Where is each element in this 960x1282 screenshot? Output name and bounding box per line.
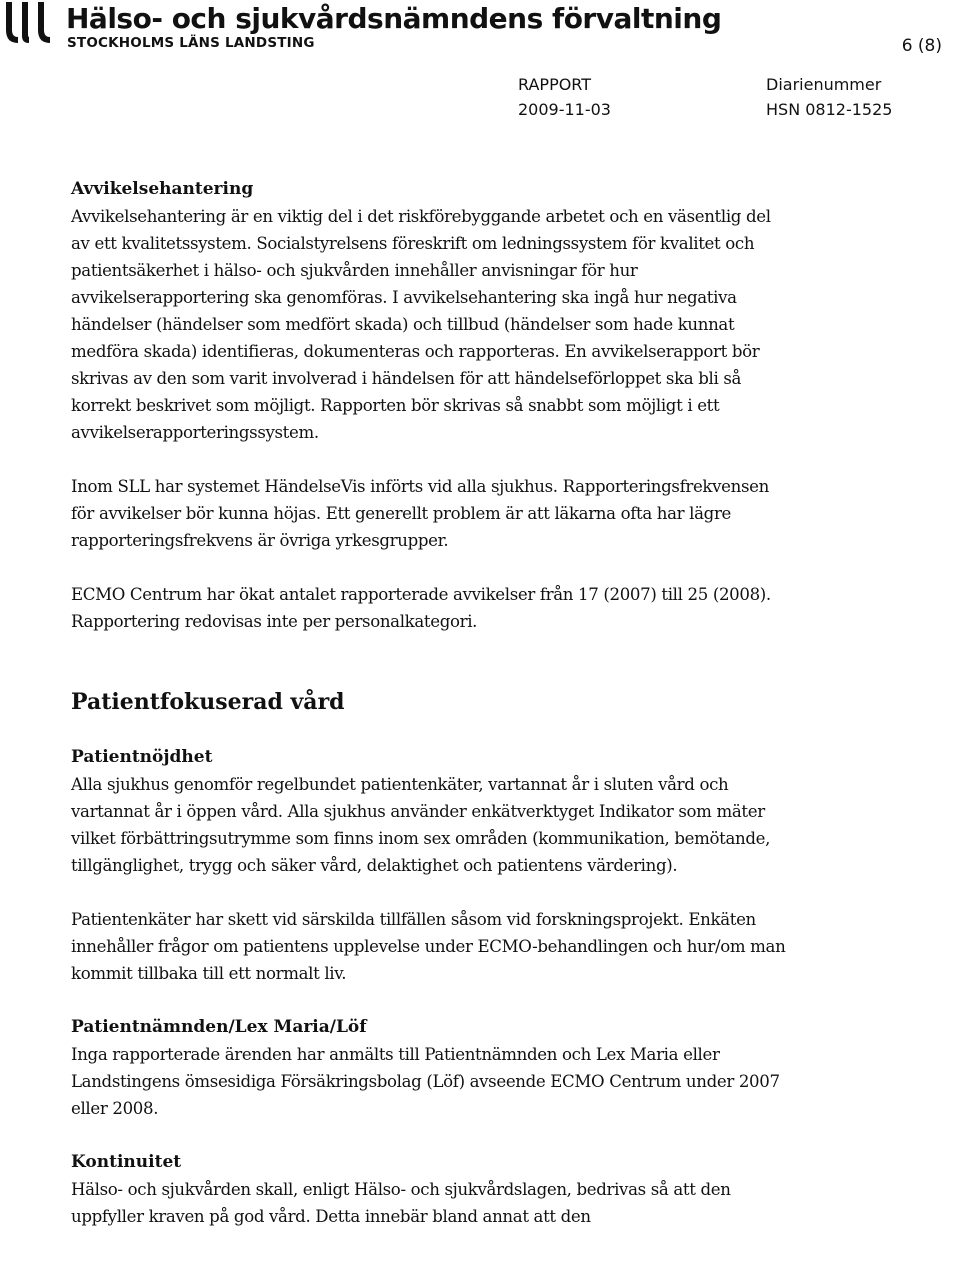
paragraph-nojdhet-1: Alla sjukhus genomför regelbundet patientenkäter, vartannat år i sluten vård och vartannat år i öppen vård. Alla sjukhus använder enkätverktyget Indikator som mäter vilket förbättringsutrymme som finns inom sex områden (kommunikation, bemötande, tillgänglighet, trygg och säker vård, delaktighet och patientens värdering). [71, 775, 771, 875]
document-type: RAPPORT [518, 75, 592, 94]
sll-logo-icon [2, 0, 54, 46]
section-heading-patientnojdhet: Patientnöjdhet [71, 747, 213, 767]
page-header [0, 0, 960, 125]
paragraph-avvikelse-2: Inom SLL har systemet HändelseVis införts vid alla sjukhus. Rapporteringsfrekvensen för avvikelser bör kunna höjas. Ett generellt problem är att läkarna ofta har lägre rapporteringsfrekvens är övriga yrkesgrupper. [71, 477, 769, 550]
registration-label: Diarienummer [766, 75, 882, 94]
chapter-heading-patientfokuserad-vard: Patientfokuserad vård [71, 689, 345, 715]
section-heading-avvikelsehantering: Avvikelsehantering [71, 179, 254, 199]
section-heading-kontinuitet: Kontinuitet [71, 1152, 182, 1172]
organization-subtitle: STOCKHOLMS LÄNS LANDSTING [67, 35, 315, 51]
document-date: 2009-11-03 [518, 100, 611, 119]
page-number: 6 (8) [901, 36, 942, 56]
paragraph-nojdhet-2: Patientenkäter har skett vid särskilda tillfällen såsom vid forskningsprojekt. Enkäten innehåller frågor om patientens upplevelse under ECMO-behandlingen och hur/om man kommit tillbaka till ett normalt liv. [71, 910, 786, 983]
document-meta-left [518, 72, 611, 122]
document-body [71, 176, 791, 1230]
paragraph-avvikelse-1: Avvikelsehantering är en viktig del i det riskförebyggande arbetet och en väsentlig del av ett kvalitetssystem. Socialstyrelsens föreskrift om ledningssystem för kvalitet och patientsäkerhet i hälso- och sjukvården innehåller anvisningar för hur avvikelserapportering ska genomföras. I avvikelsehantering ska ingå hur negativa händelser (händelser som medfört skada) och tillbud (händelser som hade kunnat medföra skada) identifieras, dokumenteras och rapporteras. En avvikelserapport bör skrivas av den som varit involverad i händelsen för att händelseförloppet ska bli så korrekt beskrivet som möjligt. Rapporten bör skrivas så snabbt som möjligt i ett avvikelserapporteringssystem. [71, 207, 771, 442]
section-heading-patientnamnden: Patientnämnden/Lex Maria/Löf [71, 1017, 367, 1037]
organization-name: Hälso- och sjukvårdsnämndens förvaltning [66, 2, 722, 35]
paragraph-kontinuitet-1: Hälso- och sjukvården skall, enligt Hälso- och sjukvårdslagen, bedrivas så att den uppfyller kraven på god vård. Detta innebär bland annat att den [71, 1180, 731, 1226]
paragraph-avvikelse-3: ECMO Centrum har ökat antalet rapporterade avvikelser från 17 (2007) till 25 (2008). Rapportering redovisas inte per personalkategori. [71, 585, 771, 631]
registration-number: HSN 0812-1525 [766, 100, 893, 119]
paragraph-namnden-1: Inga rapporterade ärenden har anmälts till Patientnämnden och Lex Maria eller Landstingens ömsesidiga Försäkringsbolag (Löf) avseende ECMO Centrum under 2007 eller 2008. [71, 1045, 780, 1118]
document-meta-right [766, 72, 892, 122]
